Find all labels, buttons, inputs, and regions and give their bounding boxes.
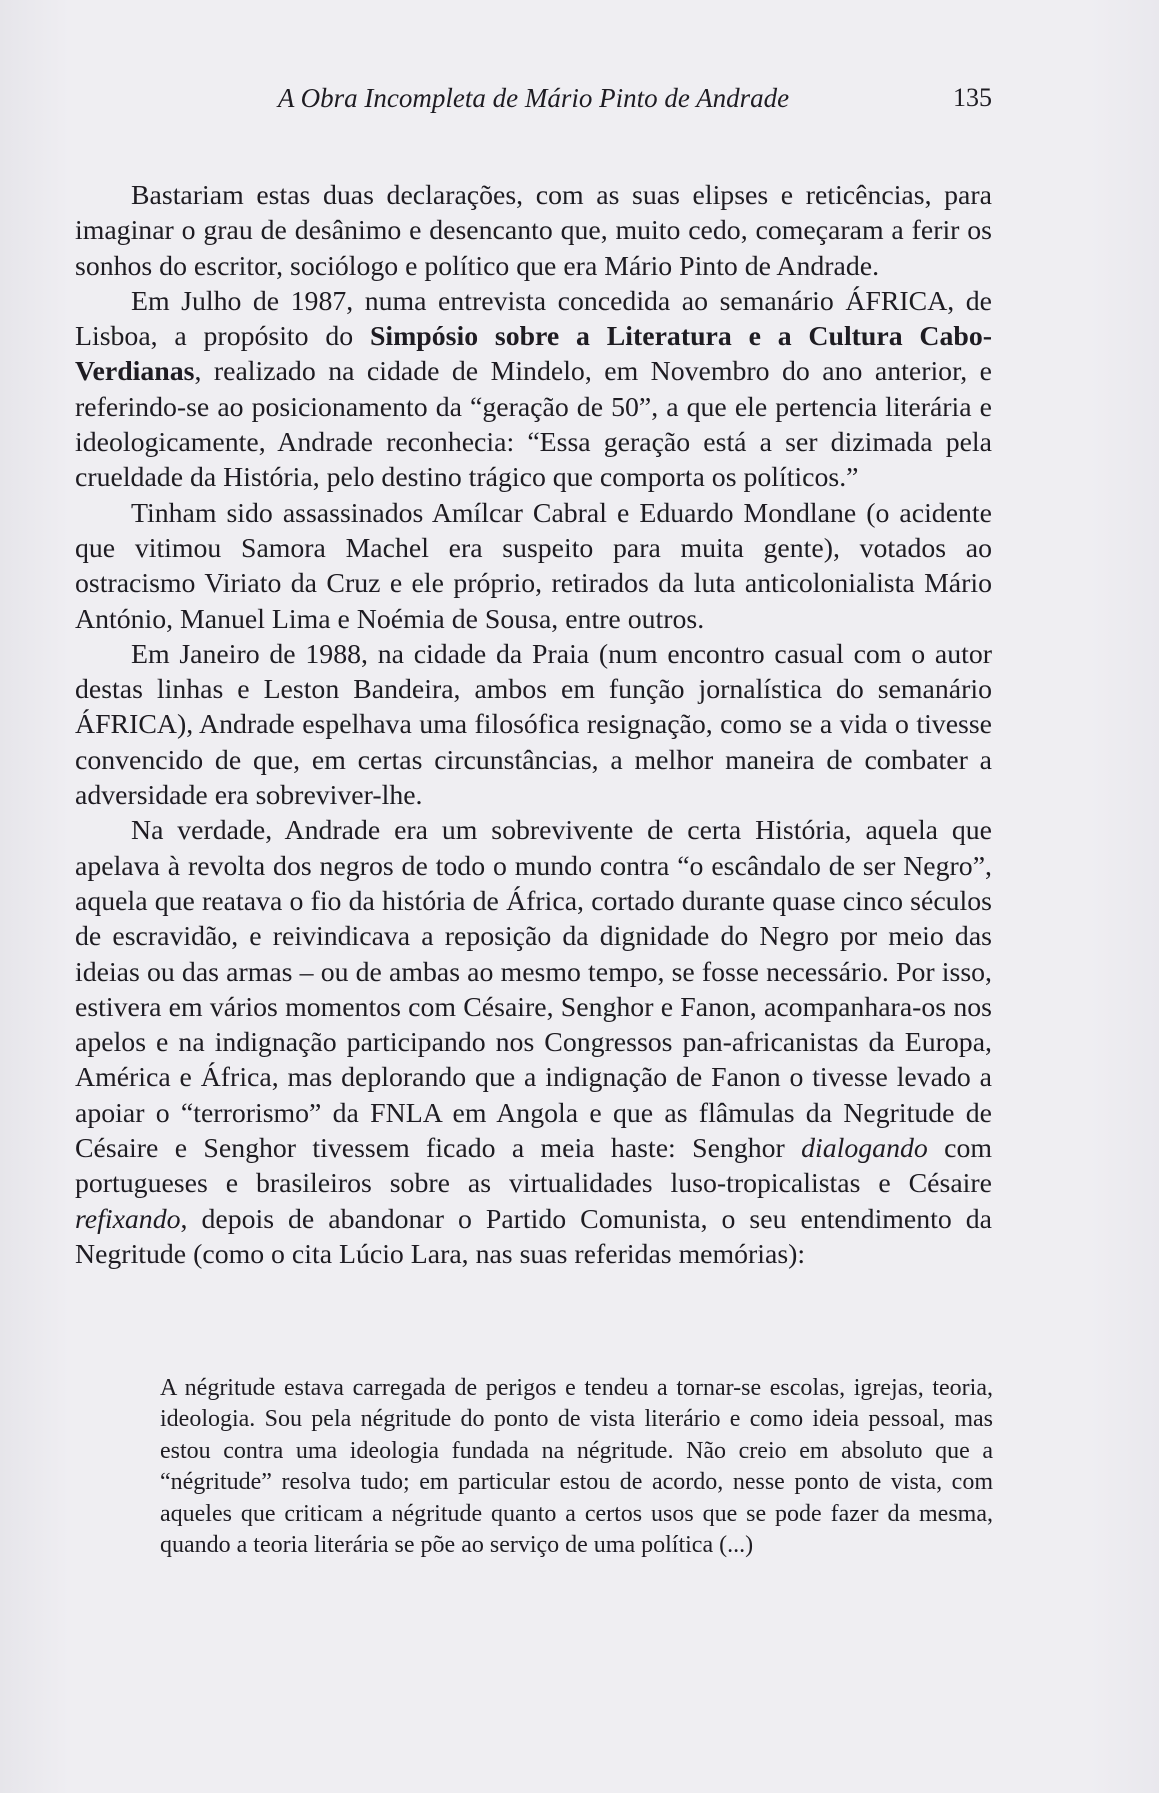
running-head: [75, 78, 992, 118]
paragraph-2-text-a: Em Julho de 1987, numa entrevista concedida ao semanário ÁFRICA, de Lisboa, a propósito do: [75, 285, 992, 353]
paragraph-3-text: Tinham sido assassinados Amílcar Cabral e Eduardo Mondlane (o acidente que vitimou Samora Machel era suspeito para muita gente), votados ao ostracismo Viriato da Cruz e ele próprio, retirados da luta anticolonialista Mário António, Manuel Lima e Noémia de Sousa, entre outros.: [75, 497, 992, 635]
paragraph-3: [75, 496, 992, 637]
paragraph-5-text-b: com portugueses e brasileiros sobre as virtualidades luso-tropicalistas e Césaire: [75, 1133, 992, 1200]
paragraph-4-text: Em Janeiro de 1988, na cidade da Praia (num encontro casual com o autor destas linhas e Leston Bandeira, ambos em função jornalística do semanário ÁFRICA), Andrade espelhava uma filosófica resignação, como se a vida o tivesse convencido de que, em certas circunstâncias, a melhor maneira de combater a adversidade era sobreviver-lhe.: [75, 638, 992, 812]
paragraph-5-text-a: Na verdade, Andrade era um sobrevivente de certa História, aquela que apelava à revolta dos negros de todo o mundo contra “o escândalo de ser Negro”, aquela que reatava o fio da história de África, cortado durante quase cinco séculos de escravidão, e reivindicava a reposição da dignidade do Negro por meio das ideias ou das armas – ou de ambas ao mesmo tempo, se fosse necessário. Por isso, estivera em vários momentos com Césaire, Senghor e Fanon, acompanhara-os nos apelos e na indignação participando nos Congressos pan-africanistas da Europa, América e África, mas deplorando que a indignação de Fanon o tivesse levado a apoiar o “terrorismo” da FNLA em Angola e que as flâmulas da Negritude de Césaire e Senghor tivessem ficado a meia haste: Senghor: [75, 815, 992, 1165]
block-quote: A négritude estava carregada de perigos e tendeu a tornar-se escolas, igrejas, teoria, ideologia. Sou pela négritude do ponto de vista literário e como ideia pessoal, mas estou contra uma ideologia fundada na négritude. Não creio em absoluto que a “négritude” resolva tudo; em particular estou de acordo, nesse ponto de vista, com aqueles que criticam a négritude quanto a certos usos que se pode fazer da mesma, quando a teoria literária se põe ao serviço de uma política (...): [160, 1375, 993, 1559]
paragraph-5: [75, 813, 992, 1272]
paragraph-2-text-b: , realizado na cidade de Mindelo, em Novembro do ano anterior, e referindo-se ao posicionamento da “geração de 50”, a que ele pertencia literária e ideologicamente, Andrade reconhecia: “Essa geração está a ser dizimada pela crueldade da História, pelo destino trágico que comporta os políticos.”: [75, 356, 992, 494]
page-number: 135: [953, 83, 992, 112]
italic-dialogando: dialogando: [801, 1133, 928, 1165]
paragraph-4: [75, 637, 992, 813]
italic-refixando: refixando: [75, 1203, 181, 1235]
running-title: A Obra Incompleta de Mário Pinto de Andrade: [277, 83, 790, 113]
paragraph-1-text: Bastariam estas duas declarações, com as suas elipses e reticências, para imaginar o grau de desânimo e desencanto que, muito cedo, começaram a ferir os sonhos do escritor, sociólogo e político que era Mário Pinto de Andrade.: [75, 180, 992, 282]
body-text: [75, 178, 992, 1272]
paragraph-2: [75, 284, 992, 496]
symposium-title: Simpósio sobre a Literatura e a Cultura Cabo-Verdianas: [75, 321, 993, 388]
paragraph-1: [75, 178, 992, 284]
paragraph-5-text-c: , depois de abandonar o Partido Comunista, o seu entendimento da Negritude (como o cita Lúcio Lara, nas suas referidas memórias):: [75, 1203, 992, 1270]
